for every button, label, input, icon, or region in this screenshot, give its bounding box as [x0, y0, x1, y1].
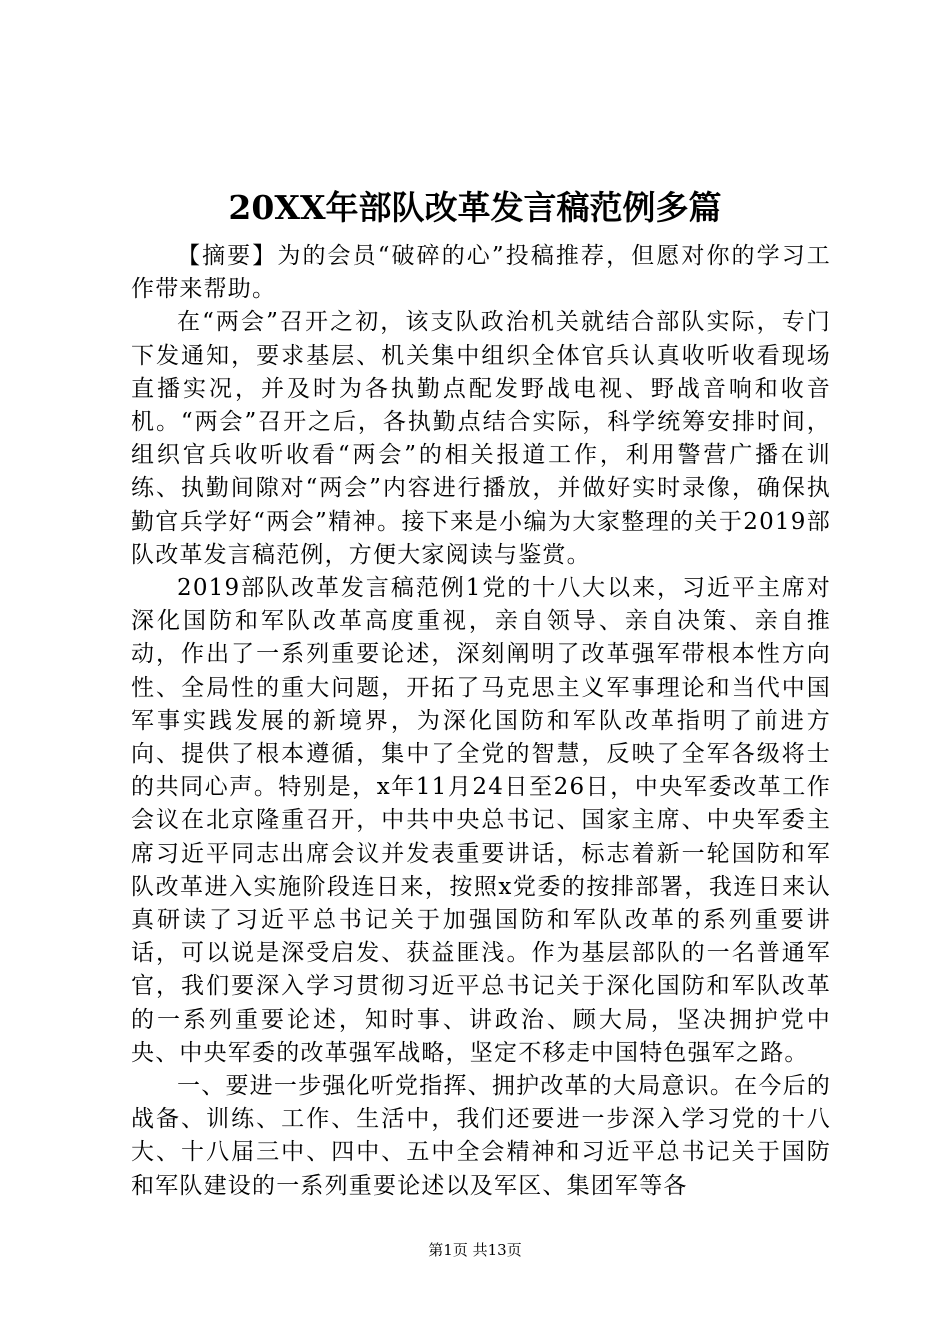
document-body — [131, 240, 831, 1203]
paragraph-abstract: 【摘要】为的会员“破碎的心”投稿推荐，但愿对你的学习工作带来帮助。 — [131, 243, 831, 303]
document-title: 20XX年部队改革发言稿范例多篇 — [228, 188, 722, 227]
page-footer: 第1页 共13页 — [428, 1241, 522, 1259]
paragraph-section-1: 一、要进一步强化听党指挥、拥护改革的大局意识。在今后的战备、训练、工作、生活中，我们还要进一步深入学习党的十八大、十八届三中、四中、五中全会精神和习近平总书记关于国防和军队建设的一系列重要论述以及军区、集团军等各 — [131, 1073, 831, 1199]
paragraph-intro: 在“两会”召开之初，该支队政治机关就结合部队实际，专门下发通知，要求基层、机关集中组织全体官兵认真收听收看现场直播实况，并及时为各执勤点配发野战电视、野战音响和收音机。“两会”召开之后，各执勤点结合实际，科学统筹安排时间，组织官兵收听收看“两会”的相关报道工作，利用警营广播在训练、执勤间隙对“两会”内容进行播放，并做好实时录像，确保执勤官兵学好“两会”精神。接下来是小编为大家整理的关于2019部队改革发言稿范例，方便大家阅读与鉴赏。 — [131, 309, 831, 568]
paragraph-example-1: 2019部队改革发言稿范例1党的十八大以来，习近平主席对深化国防和军队改革高度重视，亲自领导、亲自决策、亲自推动，作出了一系列重要论述，深刻阐明了改革强军带根本性方向性、全局性的重大问题，开拓了马克思主义军事理论和当代中国军事实践发展的新境界，为深化国防和军队改革指明了前进方向、提供了根本遵循，集中了全党的智慧，反映了全军各级将士的共同心声。特别是，x年11月24日至26日，中央军委改革工作会议在北京隆重召开，中共中央总书记、国家主席、中央军委主席习近平同志出席会议并发表重要讲话，标志着新一轮国防和军队改革进入实施阶段连日来，按照x党委的按排部署，我连日来认真研读了习近平总书记关于加强国防和军队改革的系列重要讲话，可以说是深受启发、获益匪浅。作为基层部队的一名普通军官，我们要深入学习贯彻习近平总书记关于深化国防和军队改革的一系列重要论述，知时事、讲政治、顾大局，坚决拥护党中央、中央军委的改革强军战略，坚定不移走中国特色强军之路。 — [131, 575, 831, 1066]
